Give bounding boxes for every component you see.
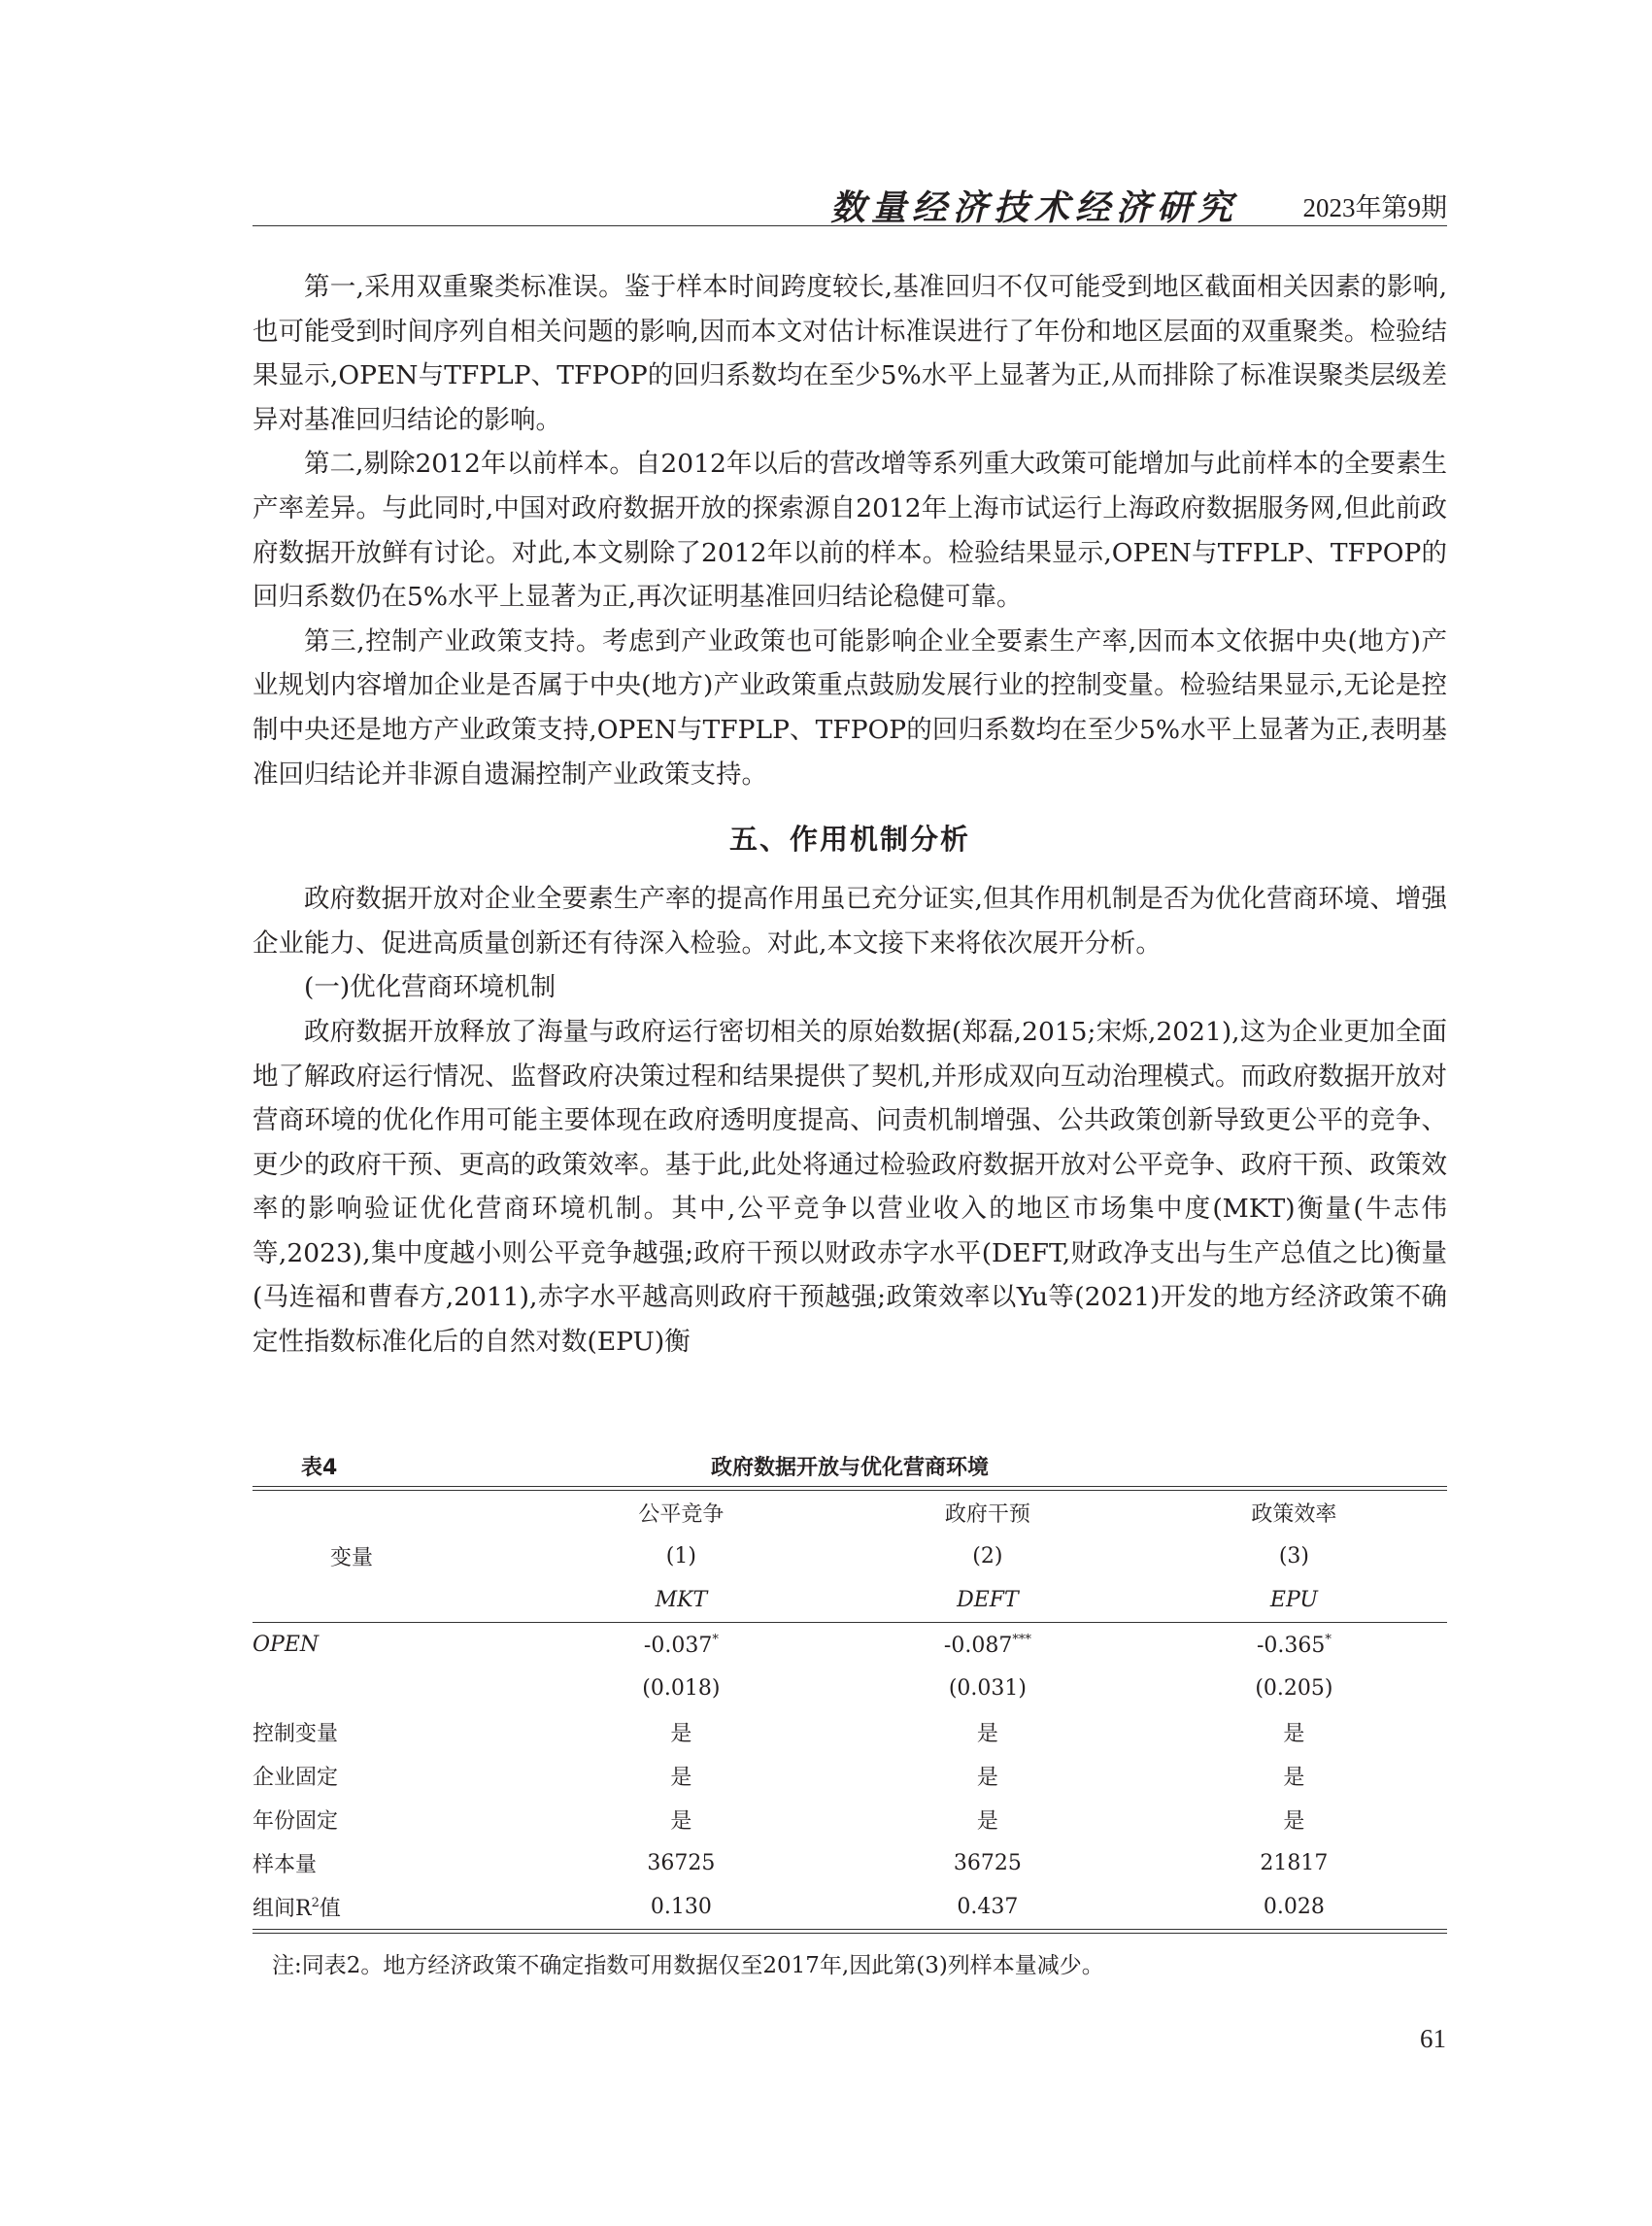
cell: 是	[976, 1766, 998, 1790]
paragraph: 第二,剔除2012年以前样本。自2012年以后的营改增等系列重大政策可能增加与此前样本的全要素生产率差异。与此同时,中国对政府数据开放的探索源自2012年上海市试运行上海政府数据服务网,但此前政府数据开放鲜有讨论。对此,本文剔除了2012年以前的样本。检验结果显示,OPEN与TFPLP、TFPOP的回归系数仍在5%水平上显著为正,再次证明基准回归结论稳健可靠。	[253, 449, 1447, 613]
body-text	[253, 265, 1447, 1365]
table-4	[253, 1447, 1447, 1979]
issue-label: 2023年第9期	[1302, 193, 1447, 222]
cell: 是	[976, 1809, 998, 1834]
row-label: 组间$R^2$值	[253, 1896, 341, 1921]
row-label: 企业固定	[253, 1766, 339, 1790]
cell: 36725	[647, 1851, 716, 1875]
table-number: 表4	[301, 1456, 338, 1480]
coef-cell	[528, 1623, 834, 1667]
table-note: 注:同表2。地方经济政策不确定指数可用数据仅至2017年,因此第(3)列样本量减少。	[272, 1953, 1104, 1978]
coef-cell	[1141, 1623, 1447, 1667]
page-number: 61	[1420, 2024, 1446, 2053]
cell: 是	[1283, 1809, 1305, 1834]
cell: 0.028	[1263, 1895, 1325, 1919]
se-cell: (0.205)	[1255, 1676, 1333, 1701]
table-row	[253, 1667, 1447, 1710]
paragraph: 政府数据开放对企业全要素生产率的提高作用虽已充分证实,但其作用机制是否为优化营商环境、增强企业能力、促进高质量创新还有待深入检验。对此,本文接下来将依次展开分析。	[253, 884, 1447, 959]
table-row	[253, 1710, 1447, 1754]
cell: 21817	[1260, 1851, 1329, 1875]
results-table	[253, 1491, 1447, 1929]
col-number: (2)	[972, 1544, 1003, 1568]
var-header: 变量	[330, 1546, 374, 1570]
row-label: 年份固定	[253, 1809, 339, 1834]
table-header-row	[253, 1491, 1447, 1535]
table-row	[253, 1885, 1447, 1929]
sig-stars: *	[712, 1632, 719, 1647]
col-var: DEFT	[957, 1588, 1019, 1612]
col-group: 公平竞争	[638, 1502, 725, 1527]
journal-title: 数量经济技术经济研究	[829, 187, 1238, 228]
cell: 是	[1283, 1722, 1305, 1746]
col-number: (1)	[665, 1544, 696, 1568]
paragraph: 第三,控制产业政策支持。考虑到产业政策也可能影响企业全要素生产率,因而本文依据中央(地方)产业规划内容增加企业是否属于中央(地方)产业政策重点鼓励发展行业的控制变量。检验结果显示,无论是控制中央还是地方产业政策支持,OPEN与TFPLP、TFPOP的回归系数均在至少5%水平上显著为正,表明基准回归结论并非源自遗漏控制产业政策支持。	[253, 625, 1447, 790]
cell: 是	[670, 1722, 692, 1746]
sig-stars: *	[1325, 1632, 1332, 1647]
section-heading: 五、作用机制分析	[728, 823, 970, 857]
col-var: MKT	[655, 1588, 708, 1612]
table-row	[253, 1798, 1447, 1841]
cell: 是	[976, 1722, 998, 1746]
cell: 0.437	[957, 1895, 1019, 1919]
cell: 36725	[953, 1851, 1022, 1875]
subheading: (一)优化营商环境机制	[304, 972, 556, 1003]
header-rule	[253, 225, 1447, 226]
paragraph: 第一,采用双重聚类标准误。鉴于样本时间跨度较长,基准回归不仅可能受到地区截面相关因素的影响,也可能受到时间序列自相关问题的影响,因而本文对估计标准误进行了年份和地区层面的双重聚类。检验结果显示,OPEN与TFPLP、TFPOP的回归系数均在至少5%水平上显著为正,从而排除了标准误聚类层级差异对基准回归结论的影响。	[253, 272, 1447, 435]
table-title: 政府数据开放与优化营商环境	[710, 1456, 989, 1480]
row-label: 控制变量	[253, 1722, 339, 1746]
row-label: 样本量	[253, 1853, 318, 1877]
table-caption	[253, 1447, 1447, 1486]
col-var: EPU	[1269, 1588, 1318, 1612]
sig-stars: ***	[1012, 1632, 1031, 1647]
se-cell: (0.018)	[642, 1676, 721, 1701]
col-number: (3)	[1278, 1544, 1309, 1568]
coef-cell	[834, 1623, 1141, 1667]
coef-value: -0.365	[1256, 1633, 1326, 1658]
table-row	[253, 1754, 1447, 1798]
col-group: 政策效率	[1251, 1502, 1337, 1527]
col-group: 政府干预	[944, 1502, 1030, 1527]
coef-value: -0.037	[643, 1633, 713, 1658]
cell: 0.130	[650, 1895, 712, 1919]
coef-value: -0.087	[943, 1633, 1013, 1658]
row-label: OPEN	[253, 1633, 320, 1657]
table-row	[253, 1841, 1447, 1885]
se-cell: (0.031)	[948, 1676, 1027, 1701]
table-bottom-rule	[253, 1929, 1447, 1934]
cell: 是	[670, 1766, 692, 1790]
cell: 是	[670, 1809, 692, 1834]
paragraph: 政府数据开放释放了海量与政府运行密切相关的原始数据(郑磊,2015;宋烁,2021),这为企业更加全面地了解政府运行情况、监督政府决策过程和结果提供了契机,并形成双向互动治理模式。而政府数据开放对营商环境的优化作用可能主要体现在政府透明度提高、问责机制增强、公共政策创新导致更公平的竞争、更少的政府干预、更高的政策效率。基于此,此处将通过检验政府数据开放对公平竞争、政府干预、政策效率的影响验证优化营商环境机制。其中,公平竞争以营业收入的地区市场集中度(MKT)衡量(牛志伟等,2023),集中度越小则公平竞争越强;政府干预以财政赤字水平(DEFT,财政净支出与生产总值之比)衡量(马连福和曹春方,2011),赤字水平越高则政府干预越强;政策效率以Yu等(2021)开发的地方经济政策不确定性指数标准化后的自然对数(EPU)衡	[253, 1016, 1447, 1358]
table-row	[253, 1623, 1447, 1667]
running-header	[253, 181, 1447, 228]
cell: 是	[1283, 1766, 1305, 1790]
